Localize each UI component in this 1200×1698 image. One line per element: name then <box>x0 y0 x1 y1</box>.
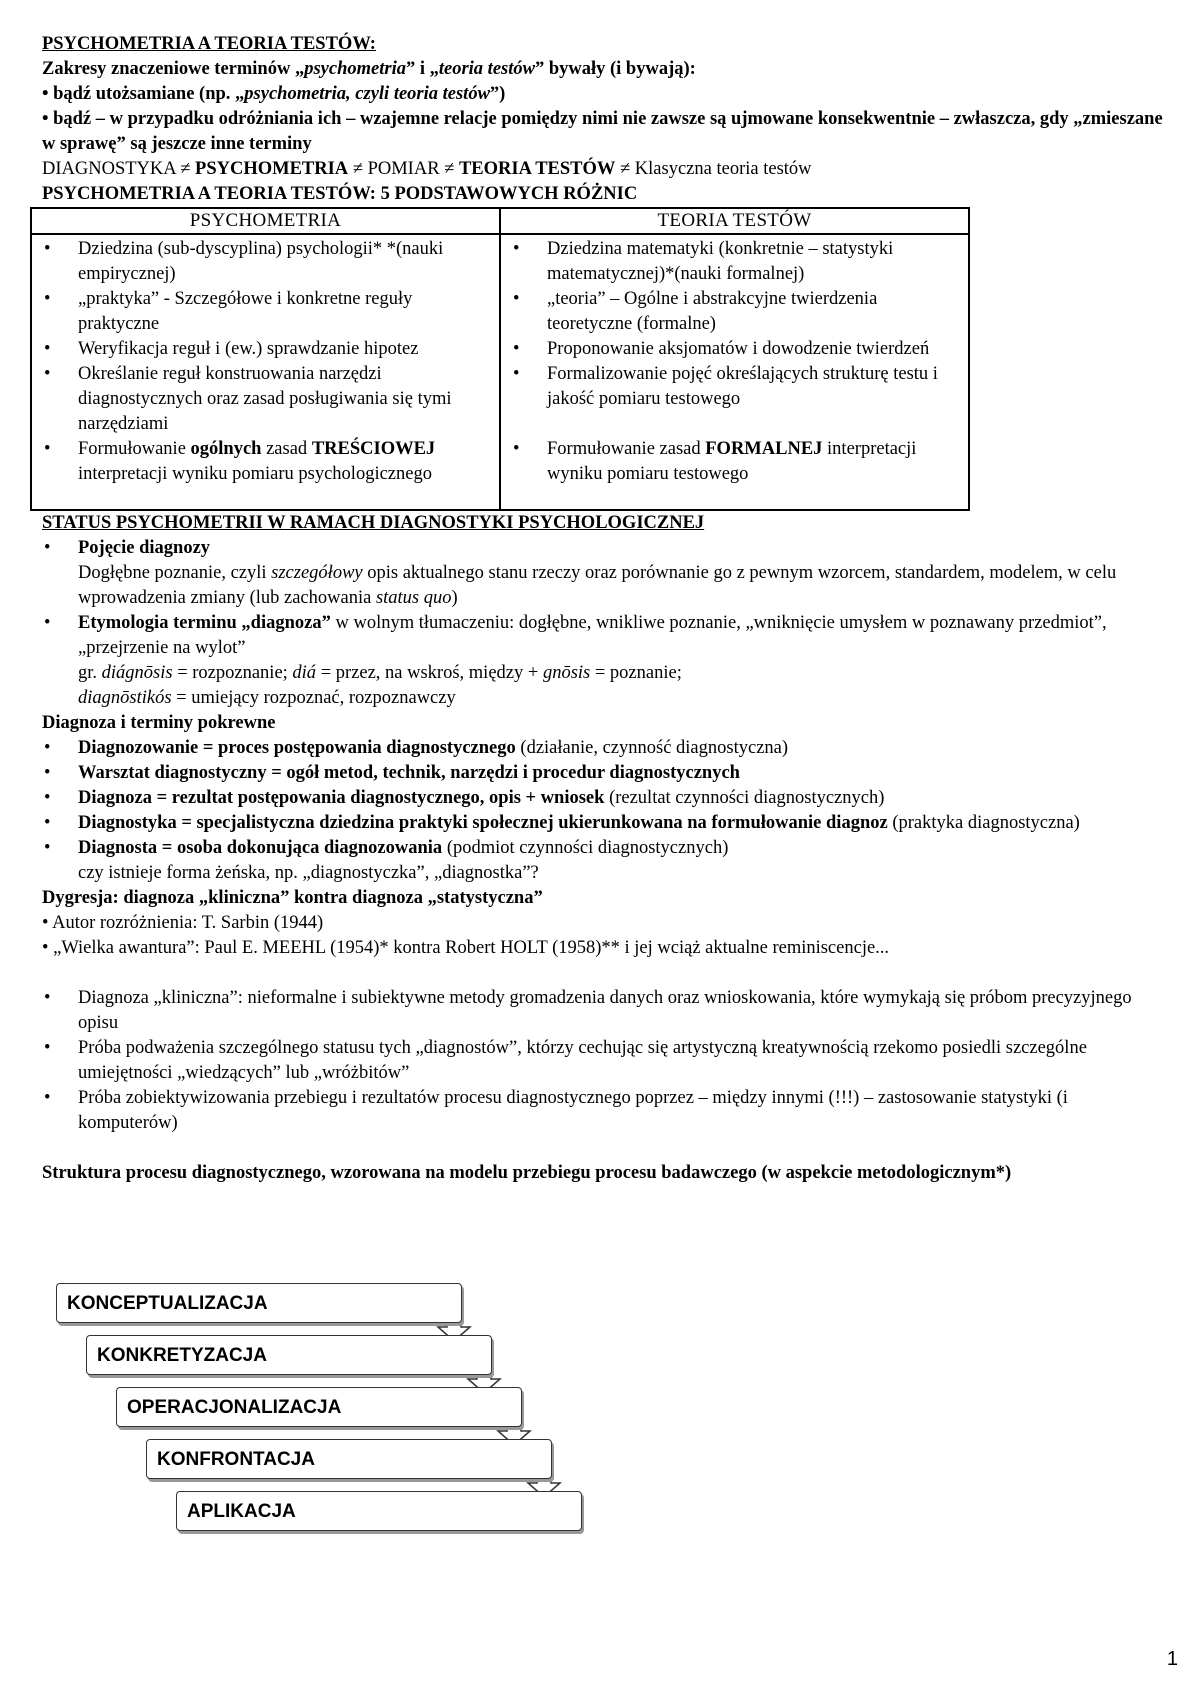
list-item: • „praktyka” - Szczegółowe i konkretne reguły praktyczne <box>42 287 491 337</box>
process-flow-diagram <box>56 1283 656 1583</box>
table-header-psychometria: PSYCHOMETRIA <box>31 208 500 234</box>
list-item: • Określanie reguł konstruowania narzędzi diagnostycznych oraz zasad posługiwania się tymi narzędziami <box>42 362 491 437</box>
list-item: • Weryfikacja reguł i (ew.) sprawdzanie hipotez <box>42 337 491 362</box>
list-item: • Formułowanie ogólnych zasad TREŚCIOWEJ interpretacji wyniku pomiaru psychologicznego <box>42 437 491 487</box>
list-item: • Formalizowanie pojęć określających strukturę testu i jakość pomiaru testowego <box>511 362 960 412</box>
list-item: • Diagnoza „kliniczna”: nieformalne i subiektywne metody gromadzenia danych oraz wnioskowania, które wymykają się próbom precyzyjnego opisu <box>42 986 1172 1036</box>
list-item: • Dziedzina matematyki (konkretnie – statystyki matematycznej)*(nauki formalnej) <box>511 237 960 287</box>
flow-step: KONCEPTUALIZACJA <box>56 1283 462 1323</box>
list-item: • Warsztat diagnostyczny = ogół metod, technik, narzędzi i procedur diagnostycznych <box>42 761 1172 786</box>
list-item: • Proponowanie aksjomatów i dowodzenie twierdzeń <box>511 337 960 362</box>
flow-step: OPERACJONALIZACJA <box>116 1387 522 1427</box>
list-item: • Diagnoza = rezultat postępowania diagnostycznego, opis + wniosek (rezultat czynności diagnostycznych) <box>42 786 1172 811</box>
table-header-teoria-testow: TEORIA TESTÓW <box>500 208 969 234</box>
status-title: STATUS PSYCHOMETRII W RAMACH DIAGNOSTYKI PSYCHOLOGICZNEJ <box>42 513 705 533</box>
list-item: • Pojęcie diagnozy Dogłębne poznanie, czyli szczegółowy opis aktualnego stanu rzeczy oraz porównanie go z pewnym wzorcem, standardem, modelem, w celu wprowadzenia zmiany (lub zachowania status quo) <box>42 536 1172 611</box>
digression-line-1: • Autor rozróżnienia: T. Sarbin (1944) <box>42 913 324 933</box>
list-item: • Próba zobiektywizowania przebiegu i rezultatów procesu diagnostycznego poprzez – między innymi (!!!) – zastosowanie statystyki (i komputerów) <box>42 1086 1172 1136</box>
intro-bullet-1: • bądź utożsamiane (np. „psychometria, czyli teoria testów”) <box>42 84 506 104</box>
list-item: • Diagnosta = osoba dokonująca diagnozowania (podmiot czynności diagnostycznych) czy istnieje forma żeńska, np. „diagnostyczka”, „diagnostka”? <box>42 836 1172 886</box>
flow-step: KONFRONTACJA <box>146 1439 552 1479</box>
list-item: • Diagnozowanie = proces postępowania diagnostycznego (działanie, czynność diagnostyczna) <box>42 736 1172 761</box>
table-cell-left <box>31 234 500 510</box>
inequality-line: DIAGNOSTYKA ≠ PSYCHOMETRIA ≠ POMIAR ≠ TEORIA TESTÓW ≠ Klasyczna teoria testów <box>42 159 812 179</box>
flow-step: KONKRETYZACJA <box>86 1335 492 1375</box>
digression-title: Dygresja: diagnoza „kliniczna” kontra diagnoza „statystyczna” <box>42 888 543 908</box>
intro-line: Zakresy znaczeniowe terminów „psychometria” i „teoria testów” bywały (i bywają): <box>42 59 696 79</box>
list-item: • Etymologia terminu „diagnoza” w wolnym tłumaczeniu: dogłębne, wnikliwe poznanie, „wniknięcie umysłem w poznawany przedmiot”, „przejrzenie na wylot” gr. diágnōsis = rozpoznanie; diá = przez, na wskroś, między + gnōsis = poznanie; diagnōstikós = umiejący rozpoznać, rozpoznawczy <box>42 611 1172 711</box>
differences-title: PSYCHOMETRIA A TEORIA TESTÓW: 5 PODSTAWOWYCH RÓŻNIC <box>42 184 638 204</box>
list-item: • „teoria” – Ogólne i abstrakcyjne twierdzenia teoretyczne (formalne) <box>511 287 960 337</box>
flow-arrows <box>56 1283 656 1583</box>
comparison-table <box>30 207 970 511</box>
terms-title: Diagnoza i terminy pokrewne <box>42 713 276 733</box>
page-number: 1 <box>1166 1648 1178 1670</box>
list-item: • Diagnostyka = specjalistyczna dziedzina praktyki społecznej ukierunkowana na formułowanie diagnoz (praktyka diagnostyczna) <box>42 811 1172 836</box>
structure-title: Struktura procesu diagnostycznego, wzorowana na modelu przebiegu procesu badawczego (w aspekcie metodologicznym*) <box>42 1163 1012 1183</box>
table-cell-right <box>500 234 969 510</box>
list-item: • Dziedzina (sub-dyscyplina) psychologii* *(nauki empirycznej) <box>42 237 491 287</box>
flow-step: APLIKACJA <box>176 1491 582 1531</box>
document-page <box>42 32 1172 1522</box>
list-item: • Formułowanie zasad FORMALNEJ interpretacji wyniku pomiaru testowego <box>511 437 960 487</box>
section-title: PSYCHOMETRIA A TEORIA TESTÓW: <box>42 34 376 54</box>
digression-line-2: • „Wielka awantura”: Paul E. MEEHL (1954)* kontra Robert HOLT (1958)** i jej wciąż aktualne reminiscencje... <box>42 938 890 958</box>
intro-bullet-2: • bądź – w przypadku odróżniania ich – wzajemne relacje pomiędzy nimi nie zawsze są ujmowane konsekwentnie – zwłaszcza, gdy „zmieszane w sprawę” są jeszcze inne terminy <box>42 109 1163 154</box>
list-item: • Próba podważenia szczególnego statusu tych „diagnostów”, którzy cechując się artystyczną kreatywnością rzekomo posiedli szczególne umiejętności „wiedzących” lub „wróżbitów” <box>42 1036 1172 1086</box>
